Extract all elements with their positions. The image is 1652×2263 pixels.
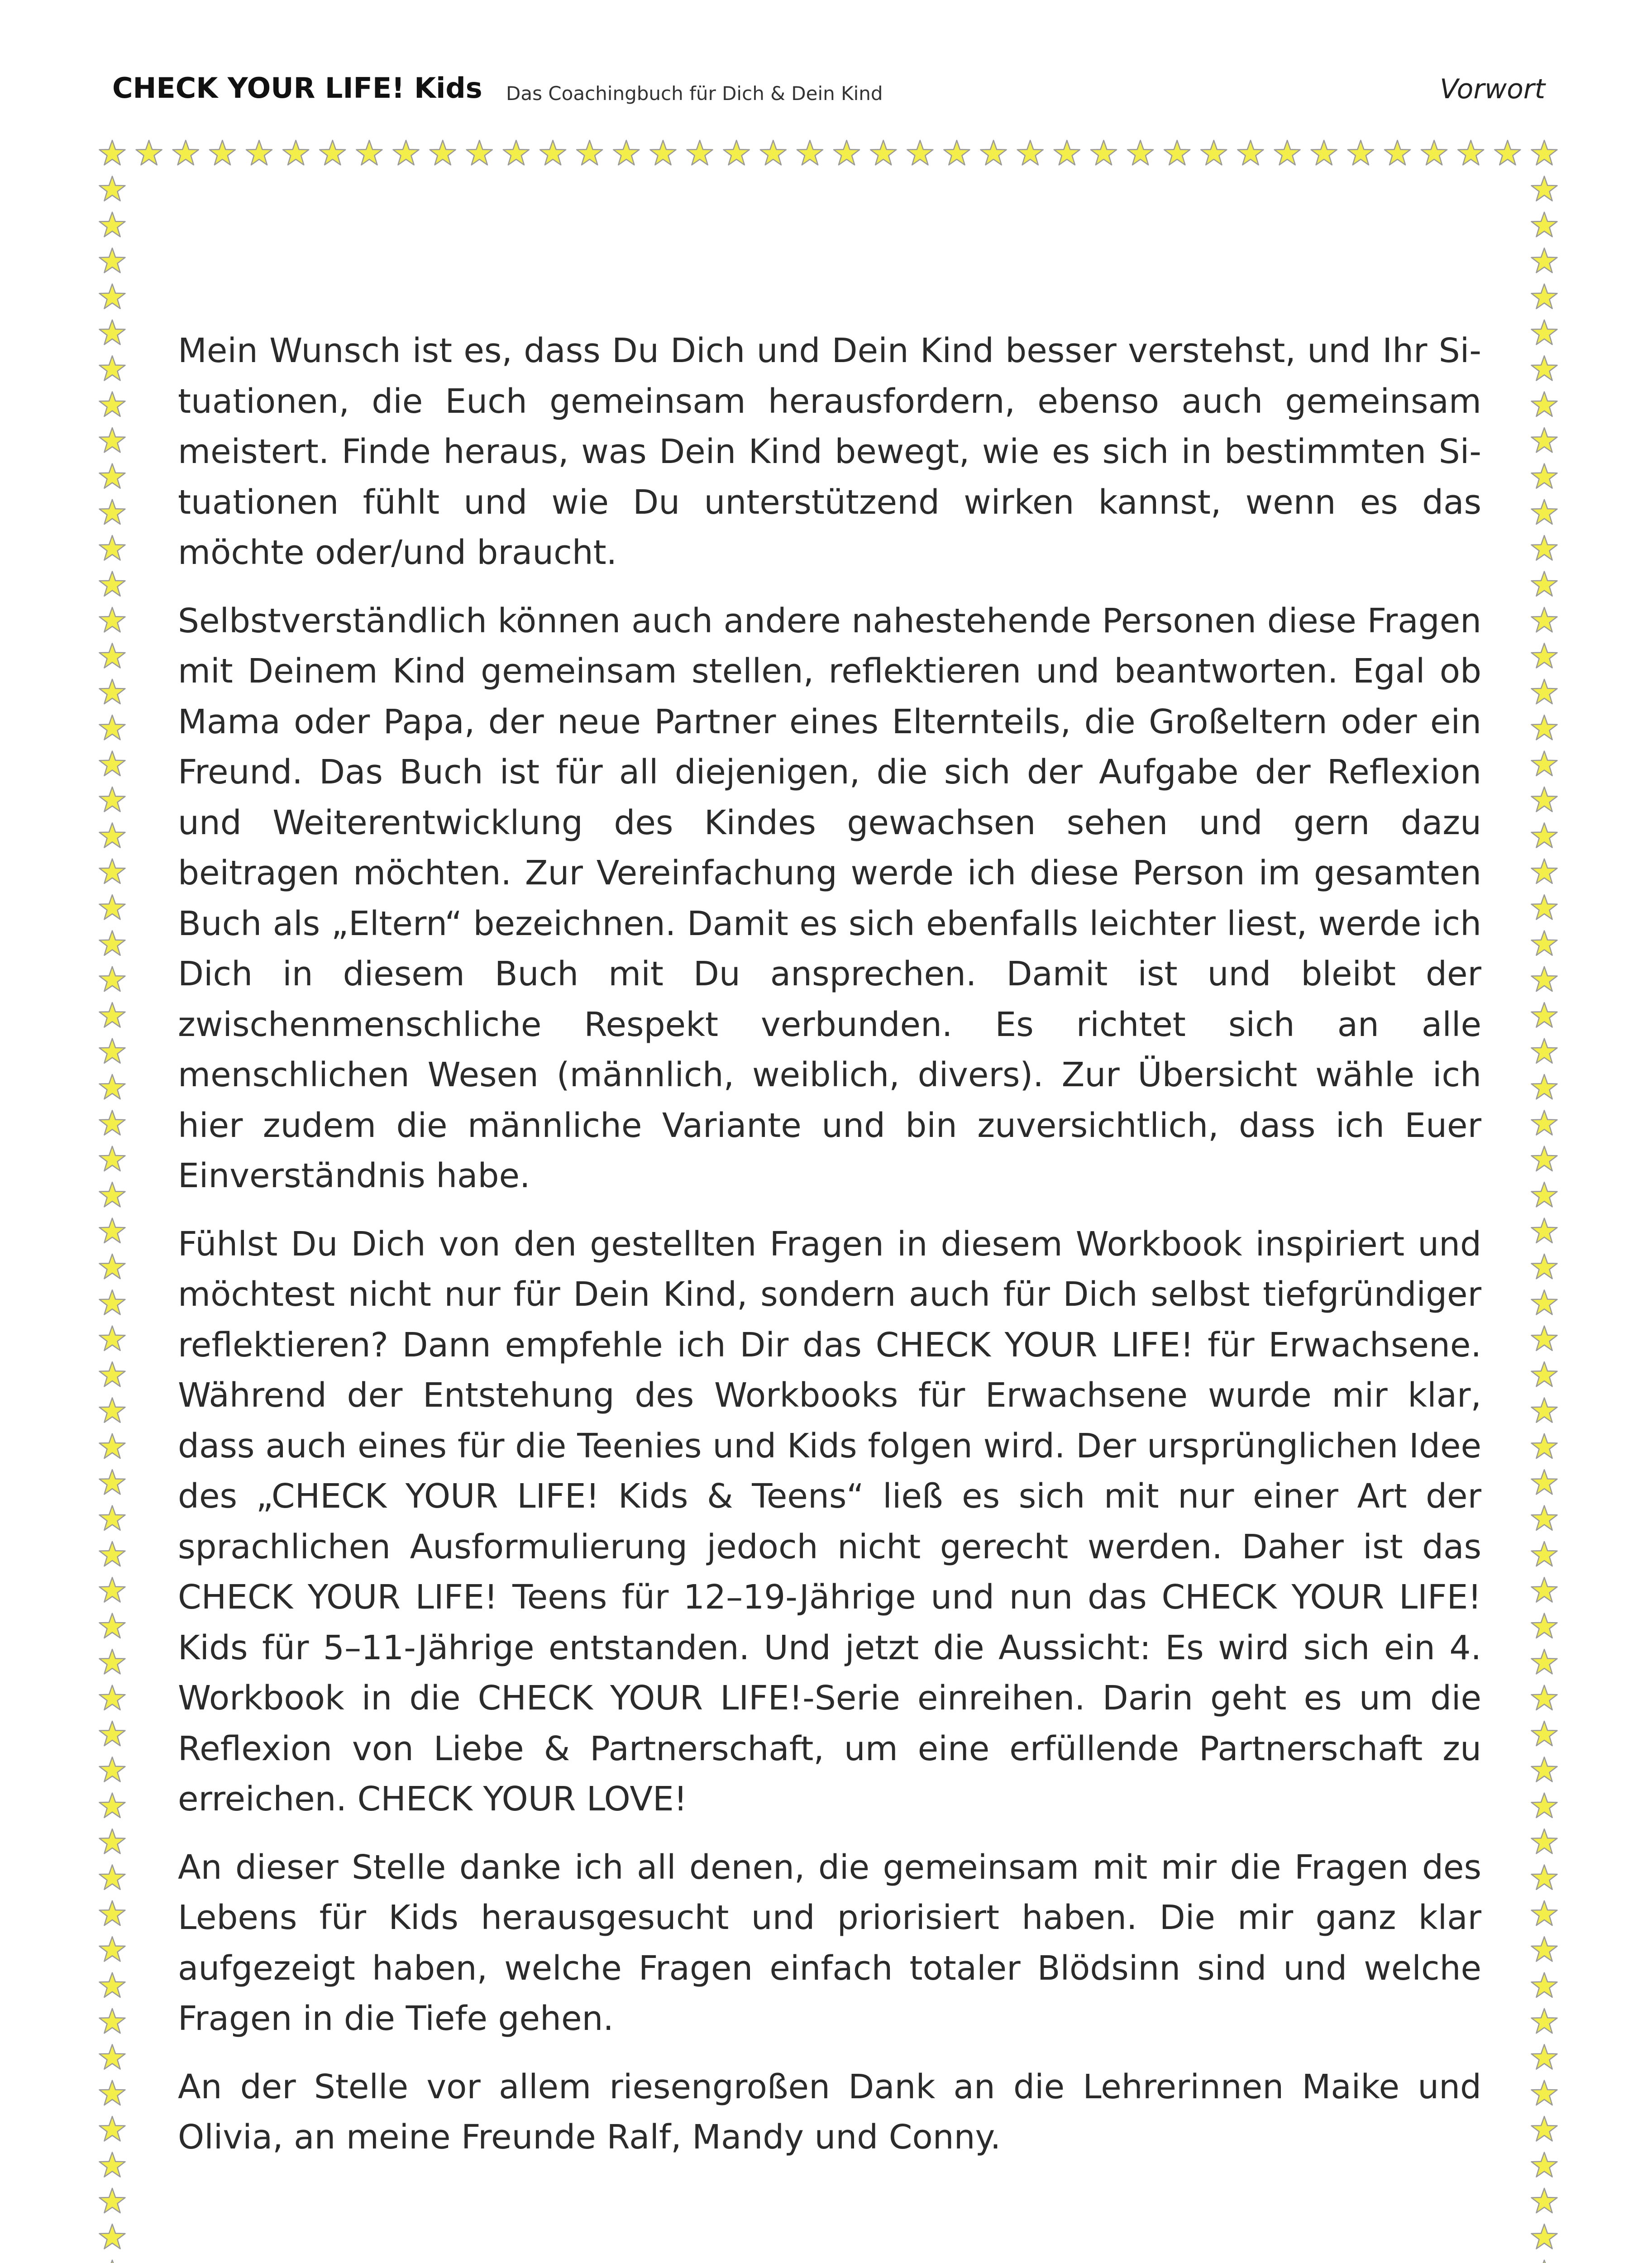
star-icon (100, 320, 125, 344)
star-icon (100, 1434, 125, 1458)
paragraph: Mein Wunsch ist es, dass Du Dich und Dein Kind besser verstehst, und Ihr Situationen, die Euch gemeinsam herausfordern, ebenso auch gemeinsam meistert. Finde heraus, was Dein Kind bewegt, wie es sich in bestimmten Situationen fühlt und wie Du unterstützend wirken kannst, wenn es das möchte oder/und braucht. (178, 331, 1481, 572)
star-icon (100, 859, 125, 883)
star-icon (1532, 320, 1557, 344)
star-icon (944, 140, 969, 165)
star-icon (577, 140, 602, 165)
star-icon (1201, 140, 1227, 165)
star-icon (430, 140, 456, 165)
star-icon (1532, 1865, 1557, 1889)
star-icon (100, 1182, 125, 1207)
star-icon (1532, 1685, 1557, 1710)
star-icon (1275, 140, 1300, 165)
star-icon (1017, 140, 1043, 165)
star-icon (503, 140, 529, 165)
star-icon (100, 2044, 125, 2069)
star-icon (797, 140, 823, 165)
star-icon (100, 248, 125, 272)
star-icon (907, 140, 933, 165)
star-icon (1532, 1757, 1557, 1781)
star-icon (1532, 2224, 1557, 2249)
star-icon (100, 2081, 125, 2105)
star-icon (100, 212, 125, 237)
star-icon (1532, 1182, 1557, 1207)
star-icon (1532, 500, 1557, 524)
star-icon (1532, 1829, 1557, 1853)
star-icon (100, 1721, 125, 1746)
star-icon (100, 284, 125, 309)
star-icon (1237, 140, 1263, 165)
star-icon (1532, 535, 1557, 560)
star-icon (100, 1039, 125, 1063)
star-icon (1532, 1973, 1557, 1997)
star-icon (1532, 1937, 1557, 1961)
star-icon (1532, 931, 1557, 955)
star-icon (283, 140, 309, 165)
star-icon (100, 392, 125, 416)
star-icon (1532, 1110, 1557, 1135)
star-icon (100, 967, 125, 991)
paragraph: An dieser Stelle danke ich all denen, die gemeinsam mit mir die Fragen des Lebens für Kids herausgesucht und priorisiert haben. Die mir ganz klar aufgezeigt haben, welche Fragen einfach totaler Blödsinn sind und welche Fragen in die Tiefe gehen. (178, 1848, 1481, 2038)
star-icon (100, 140, 125, 165)
star-icon (1532, 2153, 1557, 2177)
star-icon (100, 1218, 125, 1243)
star-icon (100, 715, 125, 740)
star-icon (1532, 1577, 1557, 1602)
star-icon (100, 1398, 125, 1422)
star-icon (1532, 248, 1557, 272)
star-icon (1532, 284, 1557, 309)
star-icon (834, 140, 859, 165)
star-icon (100, 464, 125, 488)
star-icon (687, 140, 713, 165)
star-icon (100, 895, 125, 919)
star-icon (393, 140, 419, 165)
star-icon (1127, 140, 1153, 165)
book-title: CHECK YOUR LIFE! Kids (112, 72, 482, 105)
star-icon (1532, 212, 1557, 237)
star-icon (1532, 1074, 1557, 1099)
star-icon (1532, 823, 1557, 847)
star-icon (1532, 2009, 1557, 2033)
star-icon (1532, 392, 1557, 416)
star-icon (1532, 679, 1557, 704)
star-icon (1054, 140, 1080, 165)
star-icon (100, 607, 125, 632)
paragraph: Fühlst Du Dich von den gestellten Fragen in diesem Workbook inspiriert und möchtest nicht nur für Dein Kind, sondern auch für Dich selbst tiefgründiger reflektieren? Dann empfehle ich Dir das CHECK YOUR LIFE! für Erwachsene. Während der Entstehung des Workbooks für Erwachsene wurde mir klar, dass auch eines für die Teenies und Kids folgen wird. Der ursprünglichen Idee des „CHECK YOUR LIFE! Kids & Teens“ ließ es sich mit nur einer Art der sprachlichen Ausformulierung jedoch nicht gerecht werden. Daher ist das CHECK YOUR LIFE! Teens für 12–19-Jährige und nun das CHECK YOUR LIFE! Kids für 5–11-Jährige entstanden. Und jetzt die Aussicht: Es wird sich ein 4. Workbook in die CHECK YOUR LIFE!-Serie einreihen. Darin geht es um die Reflexion von Liebe & Partnerschaft, um eine erfüllende Partnerschaft zu erreichen. CHECK YOUR LOVE! (178, 1224, 1481, 1819)
star-icon (320, 140, 345, 165)
star-icon (100, 2116, 125, 2141)
star-icon (100, 2009, 125, 2033)
star-icon (100, 1254, 125, 1279)
star-icon (1532, 572, 1557, 596)
star-icon (100, 1290, 125, 1314)
star-icon (1164, 140, 1190, 165)
star-icon (1421, 140, 1447, 165)
star-icon (1532, 1434, 1557, 1458)
star-icon (100, 1003, 125, 1027)
star-icon (1532, 715, 1557, 740)
star-icon (100, 787, 125, 812)
star-icon (100, 1757, 125, 1781)
star-icon (981, 140, 1007, 165)
star-icon (1532, 895, 1557, 919)
star-icon (1532, 1649, 1557, 1674)
star-icon (1532, 1614, 1557, 1638)
star-icon (1532, 464, 1557, 488)
star-icon (1532, 2260, 1557, 2263)
star-icon (724, 140, 750, 165)
star-icon (1532, 751, 1557, 776)
star-icon (100, 1074, 125, 1099)
star-icon (173, 140, 199, 165)
star-icon (100, 1793, 125, 1818)
star-icon (100, 572, 125, 596)
star-icon (1532, 1218, 1557, 1243)
star-icon (1532, 1146, 1557, 1171)
star-icon (1385, 140, 1410, 165)
star-icon (100, 1649, 125, 1674)
star-icon (100, 1577, 125, 1602)
star-icon (1532, 1542, 1557, 1566)
star-icon (1532, 1398, 1557, 1422)
star-icon (650, 140, 676, 165)
star-icon (1458, 140, 1484, 165)
star-icon (1532, 2188, 1557, 2213)
star-icon (1532, 176, 1557, 201)
star-icon (136, 140, 162, 165)
star-icon (356, 140, 382, 165)
star-icon (1532, 643, 1557, 668)
star-icon (1532, 1470, 1557, 1494)
star-icon (100, 931, 125, 955)
star-icon (100, 823, 125, 847)
star-icon (467, 140, 492, 165)
star-icon (100, 500, 125, 524)
star-icon (100, 1146, 125, 1171)
star-icon (100, 751, 125, 776)
star-icon (100, 1829, 125, 1853)
star-icon (1532, 2081, 1557, 2105)
star-icon (1532, 2044, 1557, 2069)
star-icon (1532, 1254, 1557, 1279)
star-icon (100, 1326, 125, 1351)
star-icon (1532, 428, 1557, 452)
star-icon (100, 643, 125, 668)
star-icon (100, 2153, 125, 2177)
star-icon (1494, 140, 1520, 165)
star-icon (100, 1937, 125, 1961)
star-icon (870, 140, 896, 165)
star-icon (540, 140, 566, 165)
star-icon (1532, 967, 1557, 991)
paragraph: An der Stelle vor allem riesengroßen Dank an die Lehrerinnen Maike und Olivia, an meine Freunde Ralf, Mandy und Conny. (178, 2067, 1481, 2157)
star-icon (100, 1542, 125, 1566)
star-icon (100, 356, 125, 380)
star-icon (1532, 1506, 1557, 1530)
star-icon (100, 1110, 125, 1135)
star-icon (1532, 356, 1557, 380)
section-title: Vorwort (1440, 73, 1545, 105)
star-icon (1532, 787, 1557, 812)
star-icon (100, 1865, 125, 1889)
star-icon (100, 1362, 125, 1386)
star-icon (1532, 1290, 1557, 1314)
star-icon (1091, 140, 1117, 165)
star-icon (1532, 1901, 1557, 1925)
paragraph: Selbstverständlich können auch andere nahestehende Personen diese Fragen mit Deinem Kind gemeinsam stellen, reflektieren und beantworten. Egal ob Mama oder Papa, der neue Partner eines Elternteils, die Großeltern oder ein Freund. Das Buch ist für all diejenigen, die sich der Aufgabe der Reflexion und Weiterentwicklung des Kindes gewachsen sehen und gern dazu beitragen möchten. Zur Vereinfachung werde ich diese Person im gesamten Buch als „Eltern“ bezeichnen. Damit es sich ebenfalls leichter liest, werde ich Dich in diesem Buch mit Du ansprechen. Damit ist und bleibt der zwischenmenschliche Respekt verbunden. Es richtet sich an alle menschlichen Wesen (männlich, weiblich, divers). Zur Übersicht wähle ich hier zudem die männliche Variante und bin zuversichtlich, dass ich Euer Einverständnis habe. (178, 601, 1481, 1195)
star-icon (100, 176, 125, 201)
star-icon (100, 679, 125, 704)
star-icon (100, 2260, 125, 2263)
star-icon (100, 1685, 125, 1710)
star-icon (1532, 859, 1557, 883)
star-icon (1532, 1326, 1557, 1351)
star-icon (1532, 1003, 1557, 1027)
star-icon (1532, 1362, 1557, 1386)
star-icon (100, 2224, 125, 2249)
star-icon (1311, 140, 1337, 165)
star-icon (1532, 607, 1557, 632)
star-icon (100, 428, 125, 452)
star-icon (760, 140, 786, 165)
star-icon (100, 1973, 125, 1997)
star-icon (100, 2188, 125, 2213)
star-icon (100, 1470, 125, 1494)
star-icon (1532, 1793, 1557, 1818)
star-icon (100, 535, 125, 560)
star-icon (613, 140, 639, 165)
star-icon (246, 140, 272, 165)
star-icon (1348, 140, 1374, 165)
star-icon (1532, 1721, 1557, 1746)
star-icon (1532, 2116, 1557, 2141)
star-icon (1532, 140, 1557, 165)
star-icon (100, 1901, 125, 1925)
star-icon (100, 1614, 125, 1638)
book-subtitle: Das Coachingbuch für Dich & Dein Kind (506, 82, 883, 105)
star-icon (100, 1506, 125, 1530)
star-icon (1532, 1039, 1557, 1063)
body-text (178, 326, 1481, 2181)
star-icon (210, 140, 235, 165)
